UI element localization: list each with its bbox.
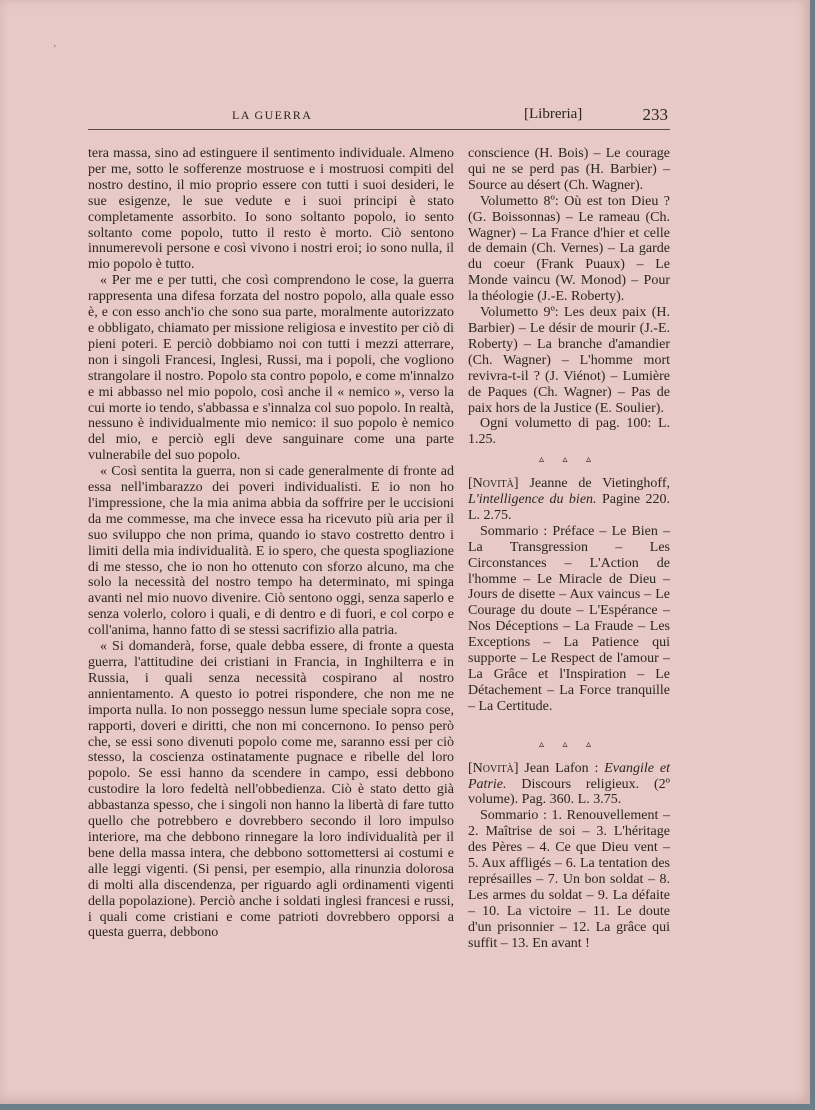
paragraph: « Per me e per tutti, che così comprendono le cose, la guerra rappresenta una difesa forzata del nostro popolo, alla quale esso è, e con esso anch'io che sono sua parte, moralmente autorizzato e obbligato, chiamato per missione religiosa e investito per ciò di pieni poteri. E perciò dobbiamo noi con tutti i mezzi atterrare, non i singoli Francesi, Inglesi, Russi, ma i popoli, che vogliono strangolare il nostro. Popolo sta contro popolo, e come m'innalzo e mi abbasso nel mio popolo, così anche il « nemico », verso la cui morte io tendo, s'abbassa e s'innalza col suo popolo. In realtà, nessuno è individualmente mio nemico: il suo popolo è nemico del mio, e perciò egli deve sanguinare come una parte vulnerabile del suo popolo.: [88, 273, 454, 464]
paragraph: conscience (H. Bois) – Le courage qui ne se perd pas (H. Barbier) – Source au désert (Ch. Wagner).: [468, 146, 670, 193]
page-number: 233: [642, 105, 668, 124]
novita-tag: [Novità]: [468, 760, 519, 776]
left-column: [88, 146, 454, 941]
entry-author: Jean Lafon :: [524, 760, 599, 776]
volume-entry-8: Volumetto 8º: Où est ton Dieu ? (G. Boissonnas) – Le rameau (Ch. Wagner) – La France d'hier et celle de demain (Ch. Vernes) – La garde du coeur (Frank Puaux) – Le Monde vaincu (W. Monod) – Pour la théologie (J.-E. Roberty).: [468, 193, 670, 305]
header-rule: [88, 129, 670, 130]
entry-title: L'intelligence du bien.: [468, 492, 597, 508]
entry-details: Pagine 220. L. 2.75.: [468, 492, 671, 523]
entry-details: Discours religieux. (2º volume). Pag. 360. L. 3.75.: [468, 776, 670, 808]
right-column: [468, 146, 670, 952]
book-entry-lafon: [468, 761, 670, 809]
book-entry-vietinghoff: [468, 476, 670, 524]
paragraph: « Si domanderà, forse, quale debba essere, di fronte a questa guerra, l'attitudine dei cristiani in Francia, in Inghilterra e in Russia, i quali senza necessità cospirano al nostro annientamento. A questo io potrei rispondere, che non me ne importa nulla. Io non posseggo nessun lume speciale sopra cose, rapporti, doveri e diritti, che non mi concernono. Io penso però che, se essi sono divenuti popolo come me, saranno essi per ciò stesso, la coscienza ostinatamente pugnace e ribelle del loro popolo. Se essi hanno da scendere in campo, essi debbono custodire la loro fedeltà nell'obbedienza. Ciò è stato detto già abbastanza spesso, che i singoli non hanno la libertà di fare tutto quello che potrebbero e dovrebbero secondo il loro impulso interiore, ma che debbono rinnegare la loro individualità per il bene della massa intera, che debbono sottomettersi ai costumi e alle leggi vigenti. (Si pensi, per esempio, alla rinunzia dolorosa di molti alla discendenza, per riguardo agli ordinamenti vigenti della popolazione). Perciò anche i soldati inglesi francesi e russi, i quali come cristiani e come patrioti dovrebbero opporsi a questa guerra, debbono: [88, 639, 454, 941]
entry-summary: Sommario : Préface – Le Bien – La Transgression – Les Circonstances – L'Action de l'homme – Le Miracle de Dieu – Jours de disette – Aux vaincus – Le Courage du doute – L'Espérance – Nos Déceptions – La Fraude – Les Exceptions – La Patience qui supporte – Le Respect de l'amour – La Grâce et l'Inspiration – Le Détachement – La Force tranquille – La Certitude.: [468, 523, 670, 714]
volume-entry-9: Volumetto 9º: Les deux paix (H. Barbier) – Le désir de mourir (J.-E. Roberty) – La branche d'amandier (Ch. Wagner) – L'homme mort revivra-t-il ? (J. Viénot) – Lumière de Paques (Ch. Wagner) – Pas de paix hors de la Justice (E. Soulier).: [468, 305, 670, 416]
novita-tag: [Novità]: [468, 476, 519, 492]
section-label: [Libreria]: [524, 106, 583, 122]
paragraph: « Così sentita la guerra, non si cade generalmente di fronte ad essa nell'imbarazzo dei poveri individualisti. E io non ho l'impressione, che la mia anima abbia da soffrire per le uccisioni da me commesse, ma che invece essa ha ricevuto più aria per il suo sviluppo che non prima, quando io stavo costretto dentro i limiti della mia individualità. E io spero, che questa spogliazione di me stesso, che io non ho ottenuto con sforzo alcuno, ma che solo la necessità del nostro tempo ha determinato, mi spinga avanti nel mio nuovo divenire. Ciò sentono oggi, senza saperlo e senza volerlo, coloro i quali, e di dentro e di fuori, e col corpo e coll'anima, hanno fatto di se stessi sacrifizio alla patria.: [88, 464, 454, 639]
paragraph: tera massa, sino ad estinguere il sentimento individuale. Almeno per me, sotto le sofferenze mostruose e i mostruosi compiti del nostro destino, il mio proprio essere con tutti i suoi desideri, le sue esigenze, le sue vedute e i suoi principi è stato completamente assorbito. Io sono soltanto popolo, io sento soltanto come popolo, tutto il resto è morto. Ciò sentono innumerevoli persone e così vivono i nostri eroi; io sono nulla, il mio popolo è tutto.: [88, 146, 454, 273]
running-title: LA GUERRA: [232, 108, 313, 122]
page-header: [88, 105, 670, 130]
entry-summary: Sommario : 1. Renouvellement – 2. Maîtrise de soi – 3. L'héritage des Pères – 4. Ce que Dieu vent – 5. Aux affligés – 6. La tentation des représailles – 7. Un bon soldat – 8. Les armes du soldat – 9. La défaite – 10. La victoire – 11. Le doute d'un prisonnier – 12. La grâce qui suffit – 13. En avant !: [468, 808, 670, 951]
entry-title: Evangile et Patrie.: [468, 760, 670, 792]
entry-author: Jeanne de Vietinghoff,: [529, 476, 670, 492]
ornament-divider: ▵ ▵ ▵: [538, 454, 600, 466]
ornament-divider: ▵ ▵ ▵: [538, 738, 600, 750]
margin-mark: ': [54, 44, 56, 55]
price-note: Ogni volumetto di pag. 100: L. 1.25.: [468, 416, 670, 448]
